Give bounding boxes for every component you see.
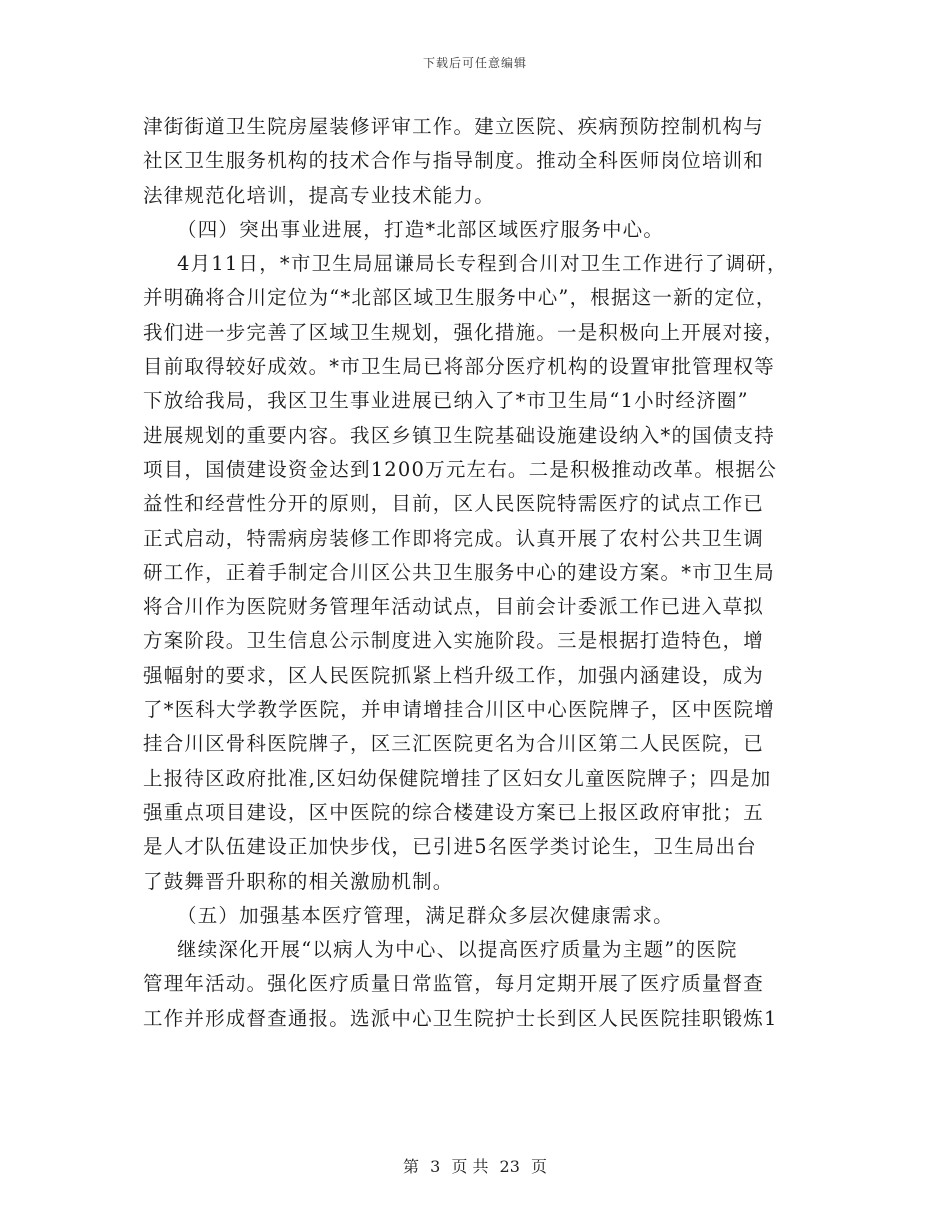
text-line: 正式启动，特需病房装修工作即将完成。认真开展了农村公共卫生调 bbox=[143, 526, 765, 550]
text-line: 我们进一步完善了区域卫生规划，强化措施。一是积极向上开展对接， bbox=[143, 320, 785, 344]
text-line: 目前取得较好成效。*市卫生局已将部分医疗机构的设置审批管理权等 bbox=[143, 355, 775, 379]
text-line: 挂合川区骨科医院牌子，区三汇医院更名为合川区第二人民医院，已 bbox=[143, 732, 765, 756]
text-line: 工作并形成督查通报。选派中心卫生院护士长到区人民医院挂职锻炼1 bbox=[143, 1006, 778, 1030]
text-line: 4月11日，*市卫生局屈谦局长专程到合川对卫生工作进行了调研， bbox=[177, 252, 788, 276]
text-line: 项目，国债建设资金达到1200万元左右。二是积极推动改革。根据公 bbox=[143, 457, 778, 481]
text-line: 益性和经营性分开的原则，目前，区人民医院特需医疗的试点工作已 bbox=[143, 492, 765, 516]
text-line: 研工作，正着手制定合川区公共卫生服务中心的建设方案。*市卫生局 bbox=[143, 560, 775, 584]
body-text bbox=[143, 110, 827, 1036]
page-label-suffix: 页 bbox=[531, 1157, 548, 1176]
current-page-number: 3 bbox=[430, 1157, 441, 1176]
text-line: 强重点项目建设，区中医院的综合楼建设方案已上报区政府审批；五 bbox=[143, 800, 765, 824]
text-line: 管理年活动。强化医疗质量日常监管，每月定期开展了医疗质量督查 bbox=[143, 972, 765, 996]
text-line: 法律规范化培训，提高专业技术能力。 bbox=[143, 183, 495, 207]
total-page-number: 23 bbox=[499, 1157, 520, 1176]
page-label-middle: 页 共 bbox=[451, 1157, 489, 1176]
section-heading: （四）突出事业进展，打造*北部区域医疗服务中心。 bbox=[177, 217, 665, 241]
section-heading: （五）加强基本医疗管理，满足群众多层次健康需求。 bbox=[177, 903, 674, 927]
text-line: 了*医科大学教学医院，并申请增挂合川区中心医院牌子，区中医院增 bbox=[143, 698, 775, 722]
page-label-prefix: 第 bbox=[402, 1157, 419, 1176]
text-line: 进展规划的重要内容。我区乡镇卫生院基础设施建设纳入*的国债支持 bbox=[143, 423, 775, 447]
text-line: 下放给我局，我区卫生事业进展已纳入了*市卫生局“1小时经济圈” bbox=[143, 389, 749, 413]
text-line: 了鼓舞晋升职称的相关激励机制。 bbox=[143, 869, 454, 893]
page-footer bbox=[0, 1154, 950, 1177]
page-header: 下载后可任意编辑 bbox=[422, 56, 527, 70]
text-line: 强幅射的要求，区人民医院抓紧上档升级工作，加强内涵建设，成为 bbox=[143, 663, 765, 687]
text-line: 方案阶段。卫生信息公示制度进入实施阶段。三是根据打造特色，增 bbox=[143, 629, 765, 653]
text-line: 上报待区政府批准,区妇幼保健院增挂了区妇女儿童医院牌子；四是加 bbox=[143, 766, 772, 790]
text-line: 并明确将合川定位为“*北部区域卫生服务中心”，根据这一新的定位， bbox=[143, 286, 777, 310]
text-line: 社区卫生服务机构的技术合作与指导制度。推动全科医师岗位培训和 bbox=[143, 149, 765, 173]
text-line: 将合川作为医院财务管理年活动试点，目前会计委派工作已进入草拟 bbox=[143, 595, 765, 619]
text-line: 津街街道卫生院房屋装修评审工作。建立医院、疾病预防控制机构与 bbox=[143, 115, 765, 138]
text-line: 是人才队伍建设正加快步伐，已引进5名医学类讨论生，卫生局出台 bbox=[143, 835, 757, 859]
text-line: 继续深化开展“以病人为中心、以提高医疗质量为主题”的医院 bbox=[177, 938, 738, 962]
